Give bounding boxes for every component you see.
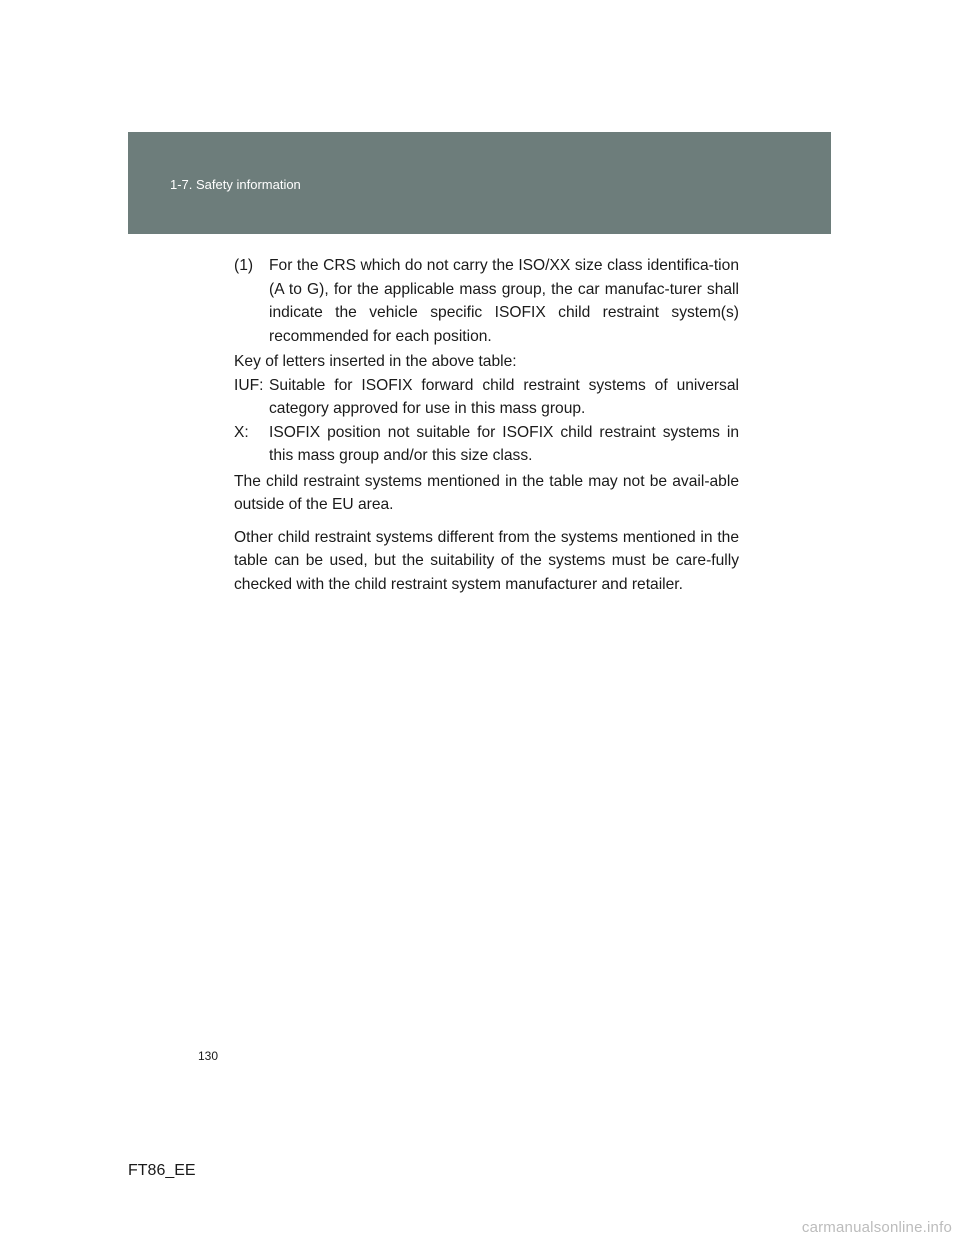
page-content (234, 254, 739, 596)
section-title: 1-7. Safety information (170, 177, 301, 192)
key-text: Suitable for ISOFIX forward child restraint systems of universal category approved for use in this mass group. (269, 376, 739, 417)
footnote-marker: (1) (234, 257, 254, 274)
page-number: 130 (198, 1049, 219, 1063)
key-item-x (234, 421, 739, 468)
header-band (128, 132, 831, 234)
paragraph-availability: The child restraint systems mentioned in the table may not be avail-able outside of the EU area. (234, 472, 739, 513)
key-marker: X: (234, 423, 249, 441)
key-text: ISOFIX position not suitable for ISOFIX child restraint systems in this mass group and/or this size class. (269, 423, 739, 464)
paragraph-other-systems: Other child restraint systems different from the systems mentioned in the table can be used, but the suitability of the systems must be care-fully checked with the child restraint system manufacturer and retailer. (234, 528, 739, 593)
footnote-text: For the CRS which do not carry the ISO/XX size class identifica-tion (A to G), for the applicable mass group, the car manufac-turer shall indicate the vehicle specific ISOFIX child restraint system(s) recommended for each position. (269, 257, 739, 345)
key-intro: Key of letters inserted in the above table: (234, 353, 517, 370)
key-item-iuf (234, 374, 739, 421)
footnote-1 (234, 254, 739, 348)
key-marker: IUF: (234, 376, 264, 394)
document-code: FT86_EE (128, 1162, 196, 1179)
watermark: carmanualsonline.info (801, 1219, 952, 1236)
